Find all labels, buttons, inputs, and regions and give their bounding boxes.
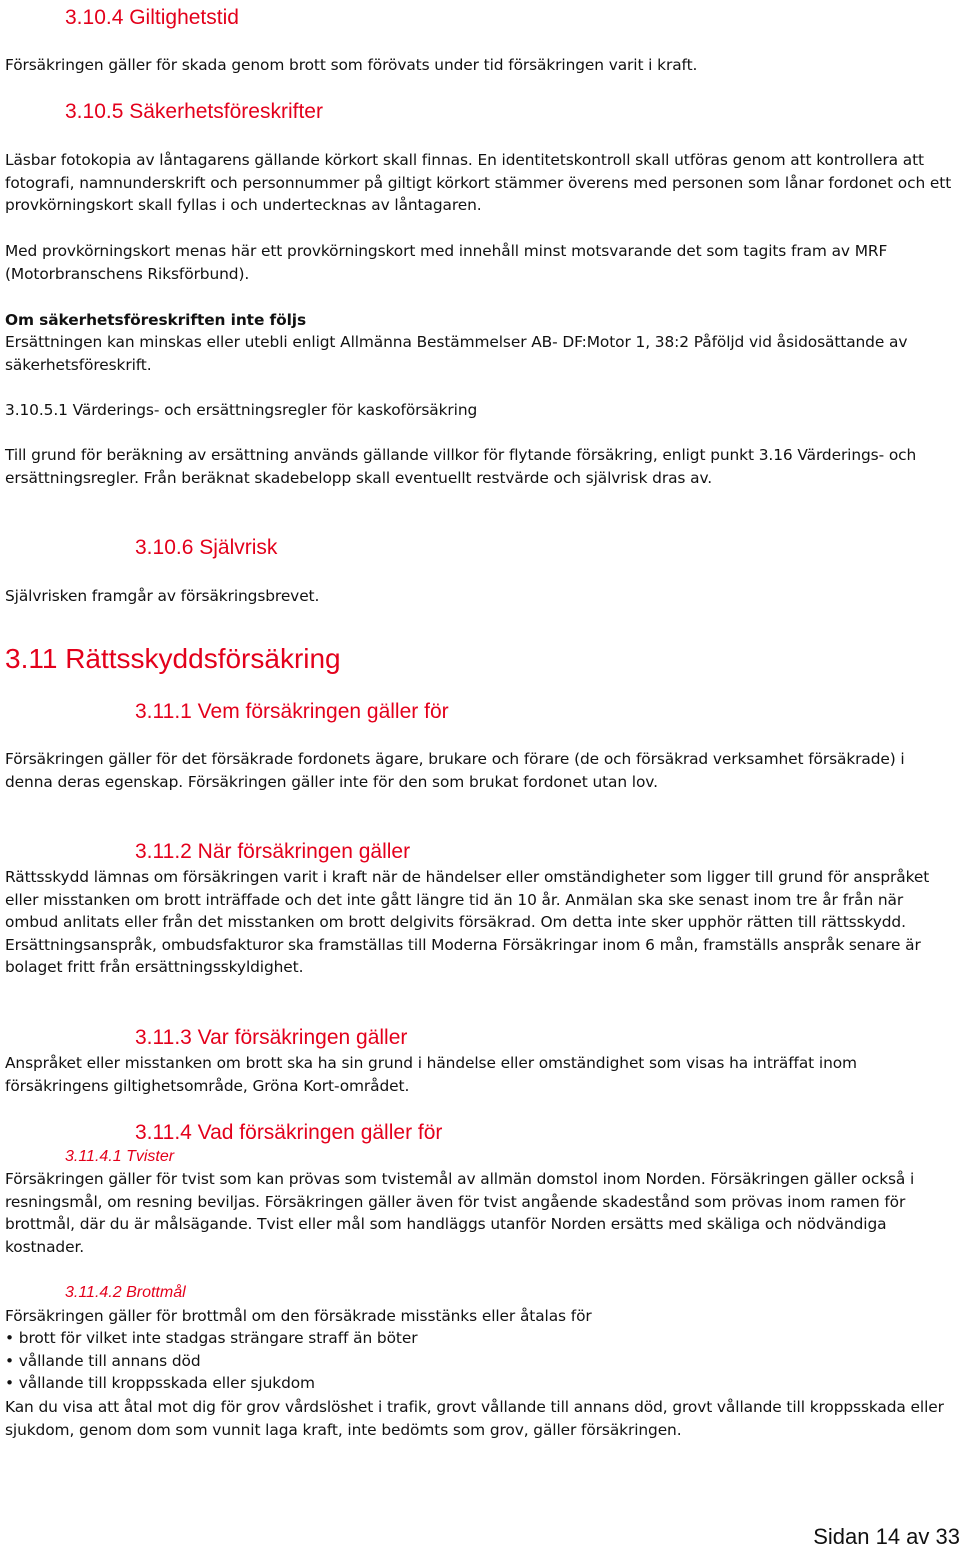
heading-3-11-2: 3.11.2 När försäkringen gäller bbox=[135, 840, 411, 863]
paragraph-tvister: Försäkringen gäller för tvist som kan prövas som tvistemål av allmän domstol inom Norden. Försäkringen gäller också i resningsmål, om resning beviljas. Försäkringen gäller även för tvist angående skadestånd som prövas inom ramen för brottmål, där du är målsägande. Tvist eller mål som handläggs utanför Norden ersätts med skäliga och nödvändiga kostnader. bbox=[5, 1170, 915, 1256]
paragraph-sjalvrisk: Självrisken framgår av försäkringsbrevet. bbox=[5, 587, 320, 605]
paragraph-var: Anspråket eller misstanken om brott ska ha sin grund i händelse eller omständighet som visas ha inträffat inom försäkringens giltighetsområde, Gröna Kort-området. bbox=[5, 1054, 857, 1095]
list-item: • vållande till annans död bbox=[5, 1350, 957, 1373]
heading-3-11: 3.11 Rättsskyddsförsäkring bbox=[5, 643, 341, 674]
heading-3-10-4: 3.10.4 Giltighetstid bbox=[65, 6, 239, 29]
paragraph-ersattningen-minskas: Ersättningen kan minskas eller utebli enligt Allmänna Bestämmelser AB- DF:Motor 1, 38:2 Påföljd vid åsidosättande av säkerhetsföreskrift. bbox=[5, 333, 908, 374]
paragraph-varderingsregler: Till grund för beräkning av ersättning används gällande villkor för flytande försäkring, enligt punkt 3.16 Värderings- och ersättningsregler. Från beräknat skadebelopp skall eventuellt restvärde och självrisk dras av. bbox=[5, 446, 917, 487]
paragraph-nar: Rättsskydd lämnas om försäkringen varit i kraft när de händelser eller omständigheter som ligger till grund för anspråket eller misstanken om brott inträffade och det inte gått längre tid än 10 år. Anmälan ska ske senast inom tre år från när ombud anlitats eller från det misstanken om brott delgivits försäkrad. Om detta inte sker upphör rätten till rättsskydd. Ersättningsanspråk, ombudsfakturor ska framställas till Moderna Försäkringar inom 6 mån, framställs anspråk senare är bolaget fritt från ersättningsskyldighet. bbox=[5, 868, 930, 977]
heading-3-11-3: 3.11.3 Var försäkringen gäller bbox=[135, 1026, 408, 1049]
subheading-3-10-5-1: 3.10.5.1 Värderings- och ersättningsregler för kaskoförsäkring bbox=[5, 401, 478, 419]
heading-3-10-6: 3.10.6 Självrisk bbox=[135, 536, 278, 559]
paragraph-korkort: Läsbar fotokopia av låntagarens gällande körkort skall finnas. En identitetskontroll skall utföras genom att kontrollera att fotografi, namnunderskrift och personnummer på giltigt körkort stämmer överens med personen som lånar fordonet och ett provkörningskort skall fyllas i och undertecknas av låntagaren. bbox=[5, 151, 952, 215]
heading-3-11-1: 3.11.1 Vem försäkringen gäller för bbox=[135, 700, 449, 723]
paragraph-provkorningskort: Med provkörningskort menas här ett provkörningskort med innehåll minst motsvarande det som tagits fram av MRF (Motorbranschens Riksförbund). bbox=[5, 242, 888, 283]
subheading-om-sakerhetsforeskriften: Om säkerhetsföreskriften inte följs bbox=[5, 311, 307, 329]
paragraph-giltighetstid: Försäkringen gäller för skada genom brott som förövats under tid försäkringen varit i kraft. bbox=[5, 56, 698, 74]
heading-3-11-4-1: 3.11.4.1 Tvister bbox=[65, 1148, 175, 1165]
list-item: • brott för vilket inte stadgas strängare straff än böter bbox=[5, 1327, 957, 1350]
heading-3-11-4: 3.11.4 Vad försäkringen gäller för bbox=[135, 1121, 443, 1144]
list-item: • vållande till kroppsskada eller sjukdom bbox=[5, 1372, 957, 1395]
page-number: Sidan 14 av 33 bbox=[813, 1524, 960, 1549]
paragraph-brottmal-outro: Kan du visa att åtal mot dig för grov vårdslöshet i trafik, grovt vållande till annans död, grovt vållande till kroppsskada eller sjukdom, genom dom som vunnit laga kraft, inte bedömts som grov, gäller försäkringen. bbox=[5, 1398, 944, 1439]
brottmal-list bbox=[5, 1327, 957, 1395]
paragraph-vem: Försäkringen gäller för det försäkrade fordonets ägare, brukare och förare (de och försäkrad verksamhet försäkrade) i denna deras egenskap. Försäkringen gäller inte för den som brukat fordonet utan lov. bbox=[5, 750, 905, 791]
paragraph-brottmal-intro: Försäkringen gäller för brottmål om den försäkrade misstänks eller åtalas för bbox=[5, 1307, 592, 1325]
heading-3-11-4-2: 3.11.4.2 Brottmål bbox=[65, 1284, 186, 1301]
heading-3-10-5: 3.10.5 Säkerhetsföreskrifter bbox=[65, 100, 323, 123]
